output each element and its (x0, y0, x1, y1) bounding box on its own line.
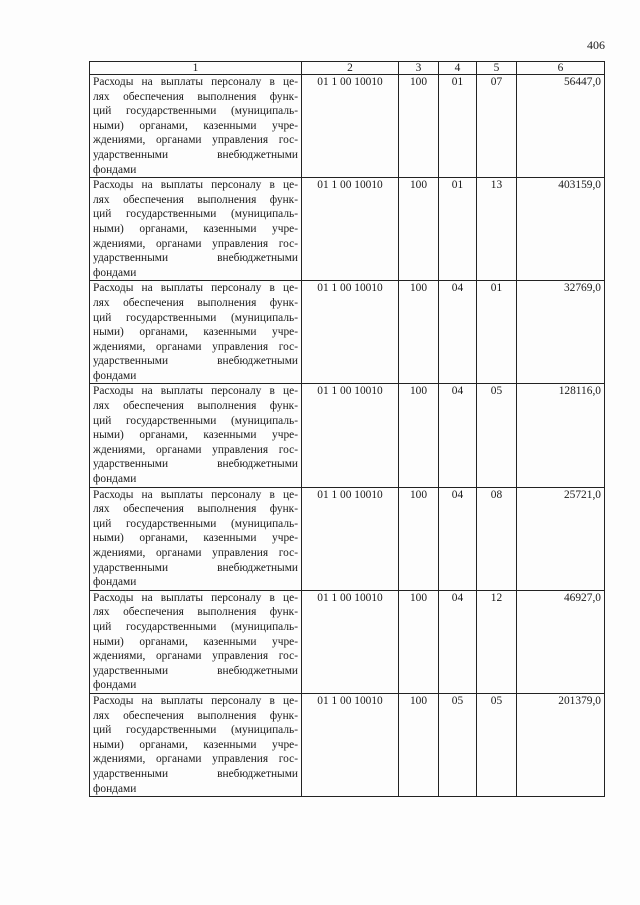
row-code: 01 1 00 10010 (302, 487, 399, 590)
description-line: лях обеспечения выполнения функ- (93, 709, 298, 722)
row-code: 01 1 00 10010 (302, 384, 399, 487)
row-col4: 04 (439, 487, 477, 590)
row-description (90, 693, 302, 796)
description-line: ными) органами, казенными учре- (93, 738, 298, 751)
description-line: ждениями, органами управления гос- (93, 650, 298, 663)
description-line: лях обеспечения выполнения функ- (93, 296, 298, 309)
row-description (90, 590, 302, 693)
row-col3: 100 (399, 590, 439, 693)
description-line: лях обеспечения выполнения функ- (93, 90, 298, 103)
description-line: фондами (93, 163, 137, 176)
row-col3: 100 (399, 281, 439, 384)
column-header-6: 6 (517, 62, 605, 75)
row-col4: 04 (439, 590, 477, 693)
description-line: Расходы на выплаты персоналу в це- (93, 385, 298, 398)
column-header-5: 5 (477, 62, 517, 75)
table-row (90, 75, 605, 178)
row-col5: 07 (477, 75, 517, 178)
row-col4: 01 (439, 178, 477, 281)
description-line: Расходы на выплаты персоналу в це- (93, 282, 298, 295)
row-col5: 05 (477, 384, 517, 487)
row-col3: 100 (399, 487, 439, 590)
description-line: ударственными внебюджетными (93, 148, 298, 161)
row-col4: 04 (439, 281, 477, 384)
table-row (90, 590, 605, 693)
row-col4: 05 (439, 693, 477, 796)
description-line: Расходы на выплаты персоналу в це- (93, 591, 298, 604)
row-amount: 46927,0 (517, 590, 605, 693)
row-description (90, 75, 302, 178)
table-row (90, 178, 605, 281)
row-code: 01 1 00 10010 (302, 281, 399, 384)
description-line: ными) органами, казенными учре- (93, 326, 298, 339)
table-row (90, 384, 605, 487)
description-line: ций государственными (муниципаль- (93, 517, 298, 530)
row-code: 01 1 00 10010 (302, 75, 399, 178)
description-line: ждениями, органами управления гос- (93, 753, 298, 766)
description-line: фондами (93, 473, 137, 486)
column-header-3: 3 (399, 62, 439, 75)
description-line: ударственными внебюджетными (93, 767, 298, 780)
budget-table (89, 61, 605, 797)
row-col3: 100 (399, 75, 439, 178)
column-header-2: 2 (302, 62, 399, 75)
description-line: лях обеспечения выполнения функ- (93, 193, 298, 206)
description-line: Расходы на выплаты персоналу в це- (93, 488, 298, 501)
description-line: Расходы на выплаты персоналу в це- (93, 694, 298, 707)
row-col5: 12 (477, 590, 517, 693)
row-amount: 25721,0 (517, 487, 605, 590)
row-col3: 100 (399, 178, 439, 281)
row-col5: 01 (477, 281, 517, 384)
description-line: ций государственными (муниципаль- (93, 620, 298, 633)
description-line: фондами (93, 369, 137, 382)
row-amount: 201379,0 (517, 693, 605, 796)
row-description (90, 487, 302, 590)
description-line: ударственными внебюджетными (93, 458, 298, 471)
description-line: фондами (93, 782, 137, 795)
description-line: лях обеспечения выполнения функ- (93, 400, 298, 413)
description-line: ударственными внебюджетными (93, 252, 298, 265)
description-line: ций государственными (муниципаль- (93, 208, 298, 221)
description-line: ударственными внебюджетными (93, 355, 298, 368)
table-row (90, 281, 605, 384)
row-col4: 04 (439, 384, 477, 487)
description-line: ждениями, органами управления гос- (93, 443, 298, 456)
description-line: ций государственными (муниципаль- (93, 724, 298, 737)
row-description (90, 281, 302, 384)
description-line: ными) органами, казенными учре- (93, 222, 298, 235)
description-line: ждениями, органами управления гос- (93, 547, 298, 559)
table-header-row (90, 62, 605, 75)
description-line: фондами (93, 266, 137, 279)
description-line: лях обеспечения выполнения функ- (93, 606, 298, 619)
description-line: ными) органами, казенными учре- (93, 532, 298, 545)
description-line: лях обеспечения выполнения функ- (93, 503, 298, 516)
row-code: 01 1 00 10010 (302, 693, 399, 796)
row-col5: 08 (477, 487, 517, 590)
table-row (90, 487, 605, 590)
description-line: ждениями, органами управления гос- (93, 134, 298, 147)
row-amount: 128116,0 (517, 384, 605, 487)
description-line: ными) органами, казенными учре- (93, 119, 298, 132)
description-line: Расходы на выплаты персоналу в це- (93, 76, 298, 88)
description-line: ждениями, органами управления гос- (93, 237, 298, 250)
row-amount: 56447,0 (517, 75, 605, 178)
row-description (90, 384, 302, 487)
page-number: 406 (587, 38, 605, 52)
row-description (90, 178, 302, 281)
description-line: ций государственными (муниципаль- (93, 414, 298, 427)
table-row (90, 693, 605, 796)
row-col5: 05 (477, 693, 517, 796)
description-line: ударственными внебюджетными (93, 664, 298, 677)
description-line: Расходы на выплаты персоналу в це- (93, 179, 298, 192)
description-line: ными) органами, казенными учре- (93, 429, 298, 442)
row-col5: 13 (477, 178, 517, 281)
row-code: 01 1 00 10010 (302, 178, 399, 281)
description-line: фондами (93, 576, 137, 589)
row-amount: 32769,0 (517, 281, 605, 384)
description-line: ударственными внебюджетными (93, 561, 298, 574)
description-line: ций государственными (муниципаль- (93, 105, 298, 118)
row-col4: 01 (439, 75, 477, 178)
column-header-4: 4 (439, 62, 477, 75)
description-line: ций государственными (муниципаль- (93, 311, 298, 324)
column-header-1: 1 (90, 62, 302, 75)
description-line: фондами (93, 679, 137, 692)
description-line: ждениями, органами управления гос- (93, 340, 298, 353)
row-code: 01 1 00 10010 (302, 590, 399, 693)
description-line: ными) органами, казенными учре- (93, 635, 298, 648)
row-col3: 100 (399, 693, 439, 796)
row-col3: 100 (399, 384, 439, 487)
row-amount: 403159,0 (517, 178, 605, 281)
